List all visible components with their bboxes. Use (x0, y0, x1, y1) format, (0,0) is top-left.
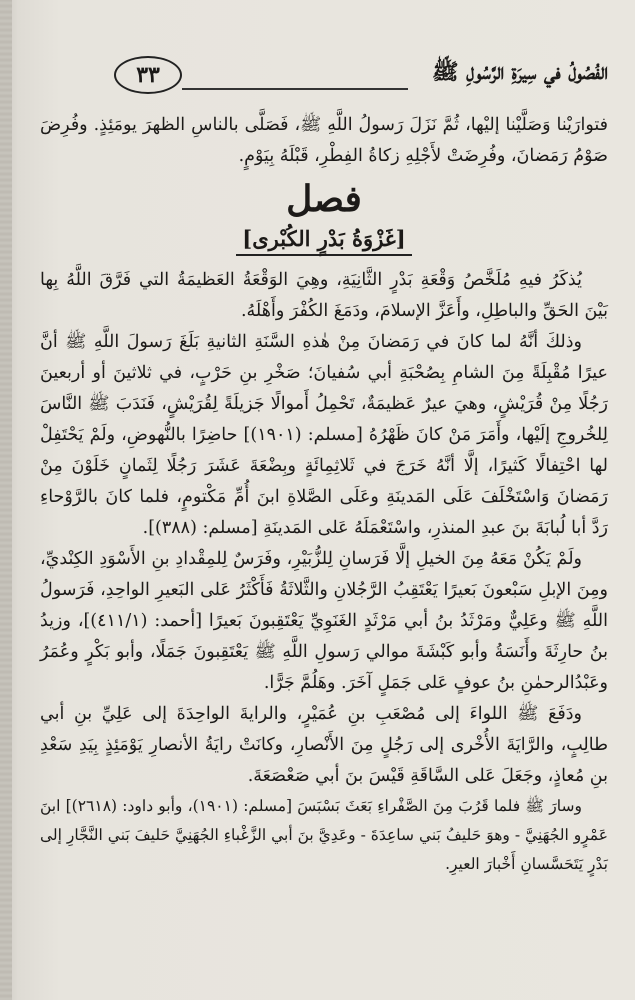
paragraph-1: فتوارَيْنا وَصَلَّيْنا إليْها، ثُمَّ نَزَلَ رَسولُ اللَّهِ ﷺ، فَصَلَّى بالناسِ الظهرَ يومَئِذٍ. وفُرِضَ صَوْمُ رَمَضانَ، وفُرِضَتْ لأَجْلِهِ زكاةُ الفِطْرِ، قَبْلَهُ بِيَوْمٍ. (40, 115, 608, 166)
section-heading: فصل (286, 178, 362, 220)
header-rule (182, 88, 408, 90)
running-title: الفُصُولُ في سِيرَةِ الرَّسُولِ ﷺ (432, 59, 608, 85)
page-edge (0, 0, 12, 1000)
paragraph-6: وسارَ ﷺ فلما قَرُبَ مِنَ الصَّفْراءِ بَعَثَ بَسْبَسَ [مسلم: (١٩٠١)، وأبو داود: (٢٦١٨)] ابنَ عَمْرٍو الجُهَنِيَّ - وهوَ حَليفُ بَني ساعِدَةَ - وعَدِيَّ بنَ أبي الزَّغْباءِ الجُهَنِيَّ حَليفَ بَني النَّجَّارِ إلى بَدْرٍ يَتَحَسَّسانِ أَخْبارَ العيرِ. (40, 797, 608, 873)
page-header (108, 56, 608, 96)
section-subtitle-wrap (40, 224, 608, 257)
paragraph-5: ودَفَعَ ﷺ اللواءَ إلى مُصْعَبِ بنِ عُمَيْرٍ، والرايةَ الواحِدَةَ إلى عَلِيِّ بنِ أبي طالِبٍ، والرَّايَةَ الأُخْرى إلى رَجُلٍ مِنَ الأَنْصارِ، وكانَتْ رايَةُ الأنصارِ يَوْمَئِذٍ بِيَدِ سَعْدِ بنِ مُعاذٍ، وجَعَلَ عَلى السَّاقَةِ قَيْسَ بنَ أبي صَعْصَعَةَ. (40, 704, 608, 786)
page-number: ٣٣ (114, 56, 182, 94)
paragraph-3: وذلكَ أنَّهُ لما كانَ في رَمَضانَ مِنْ هٰذهِ السَّنَةِ الثانيةِ بَلَغَ رَسولَ اللَّهِ ﷺ أنَّ عيرًا مُقْبِلَةً مِنَ الشامِ بِصُحْبَةِ أبي سُفيانَ؛ صَخْرِ بنِ حَرْبٍ، في ثلاثينَ أو أربعينَ رَجُلًا مِنْ قُرَيْشٍ، وهيَ عيرٌ عَظيمَةٌ، تَحْمِلُ أَموالًا جَزيلَةً لِقُرَيْشٍ، فَنَدَبَ ﷺ النَّاسَ لِلخُروجِ إلَيْها، وأَمَرَ مَنْ كانَ ظَهْرُهُ [مسلم: (١٩٠١)] حاضِرًا بالنُّهوضِ، ولَمْ يَحْتَفِلْ لها احْتِفالًا كَثيرًا، إلَّا أنَّهُ خَرَجَ في ثَلاثِمِائَةٍ وبِضْعَةَ عَشَرَ رَجُلًا لِثَمانٍ خَلَوْنَ مِنْ رَمَضانَ وَاسْتَخْلَفَ عَلَى المَدينَةِ وعَلَى الصَّلاةِ ابنَ أُمِّ مَكْتومٍ، فلما كانَ بالرَّوْحاءِ رَدَّ أبا لُبابَةَ بنَ عبدِ المنذرِ، واسْتَعْمَلَهُ عَلى المَدينَةِ [مسلم: (٣٨٨)]. (40, 332, 608, 538)
paragraph-4: ولَمْ يَكُنْ مَعَهُ مِنَ الخيلِ إلَّا فَرَسانِ لِلزُّبَيْرِ، وفَرَسٌ لِلمِقْدادِ بنِ الأَسْوَدِ الكِنْديِّ، ومِنَ الإبلِ سَبْعونَ بَعيرًا يَعْتَقِبُ الرَّجُلانِ والثَّلاثَةُ فَأَكْثَرُ عَلى البَعيرِ الواحِدِ، فَرَسولُ اللَّهِ ﷺ وعَلِيٌّ ومَرْثَدُ بنُ أبي مَرْثَدٍ الغَنَوِيِّ يَعْتَقِبونَ بَعيرًا [أحمد: (٤١١/١)]، وزيدُ بنُ حارِثَةَ وأَنَسَةُ وأبو كَبْشَةَ موالي رَسولِ اللَّهِ ﷺ يَعْتَقِبونَ جَمَلًا، وأبو بَكْرٍ وعُمَرُ وعَبْدُالرحمٰنِ بنُ عوفٍ عَلى جَمَلٍ آخَرَ. وهَلُمَّ جَرًّا. (40, 549, 609, 693)
page-body (40, 110, 608, 879)
section-subtitle: [غَزْوَةُ بَدْرٍ الكُبْرى] (236, 224, 411, 256)
paragraph-2: يُذكَرُ فيهِ مُلَخَّصُ وَقْعَةِ بَدْرٍ الثَّانِيَةِ، وهِيَ الوَقْعَةُ العَظيمَةُ التي فَرَّقَ اللَّهُ بِها بَيْنَ الحَقِّ والباطِلِ، وأَعَزَّ الإسلامَ، ودَمَغَ الكُفْرَ وأَهْلَهُ. (40, 270, 608, 321)
